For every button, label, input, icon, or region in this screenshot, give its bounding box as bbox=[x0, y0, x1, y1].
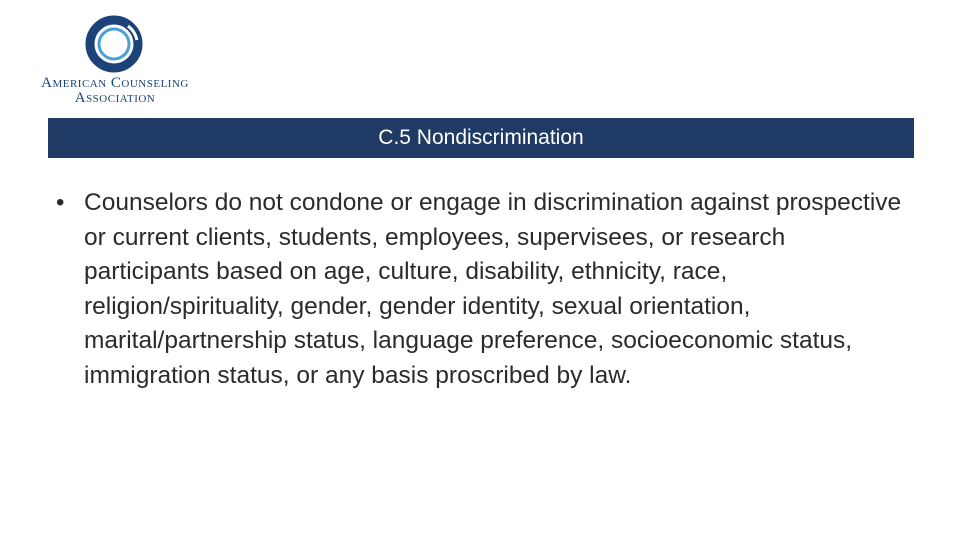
logo-line-2: Association bbox=[74, 90, 156, 106]
slide-title: C.5 Nondiscrimination bbox=[378, 126, 584, 149]
bullet-text: Counselors do not condone or engage in discrimination against prospective or current clients, students, employees, supervisees, or research participants based on age, culture, disability, ethnicity, race, religion/spirituality, gender, gender identity, sexual orientation, marital/partnership status, language preference, socioeconomic status, immigration status, or any basis proscribed by law. bbox=[84, 189, 902, 389]
bullet-list bbox=[56, 186, 916, 393]
aca-logo bbox=[30, 14, 200, 106]
slide-title-bar bbox=[48, 118, 914, 158]
logo-line-1: American Counseling bbox=[41, 75, 189, 91]
bullet-item bbox=[56, 186, 916, 393]
bullet-dot-icon: • bbox=[56, 189, 65, 216]
slide-content bbox=[56, 186, 916, 393]
logo-wordmark bbox=[30, 76, 200, 106]
aca-ring-logo-icon bbox=[84, 14, 144, 74]
